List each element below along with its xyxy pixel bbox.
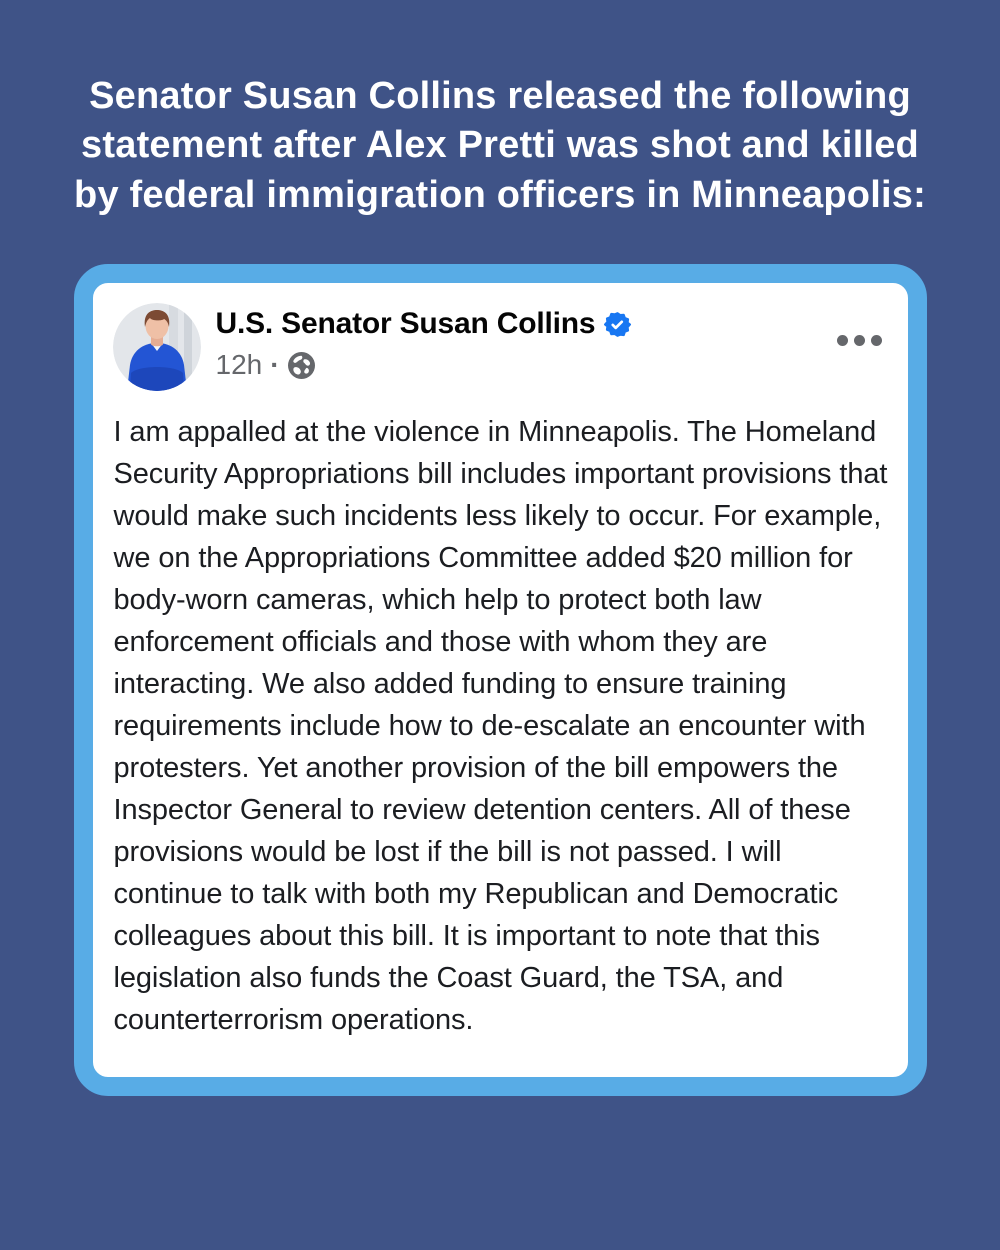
timestamp[interactable]: 12h [215, 349, 263, 381]
avatar[interactable] [113, 303, 201, 391]
facebook-post-card [74, 264, 927, 1096]
ellipsis-icon [854, 335, 865, 346]
more-options-button[interactable] [831, 329, 888, 352]
post-meta [216, 349, 831, 381]
verified-badge-icon [604, 311, 631, 338]
meta-separator: · [270, 349, 280, 381]
post-header-text [216, 303, 831, 381]
author-name[interactable]: U.S. Senator Susan Collins [215, 307, 596, 341]
ellipsis-icon [837, 335, 848, 346]
ellipsis-icon [871, 335, 882, 346]
post-header [93, 283, 908, 399]
globe-icon [288, 352, 315, 379]
page-title: Senator Susan Collins released the following statement after Alex Pretti was shot and killed by federal immigration officers in Minneapolis: [74, 75, 926, 216]
post-body-text: I am appalled at the violence in Minneapolis. The Homeland Security Appropriations bill includes important provisions that would make such incidents less likely to occur. For example, we on the Appropriations Committee added $20 million for body-worn cameras, which help to protect both law enforcement officials and those with whom they are interacting. We also added funding to ensure training requirements include how to de-escalate an encounter with protesters. Yet another provision of the bill empowers the Inspector General to review detention centers. All of these provisions would be lost if the bill is not passed. I will continue to talk with both my Republican and Democratic colleagues about this bill. It is important to note that this legislation also funds the Coast Guard, the TSA, and counterterrorism operations. [113, 416, 888, 1037]
